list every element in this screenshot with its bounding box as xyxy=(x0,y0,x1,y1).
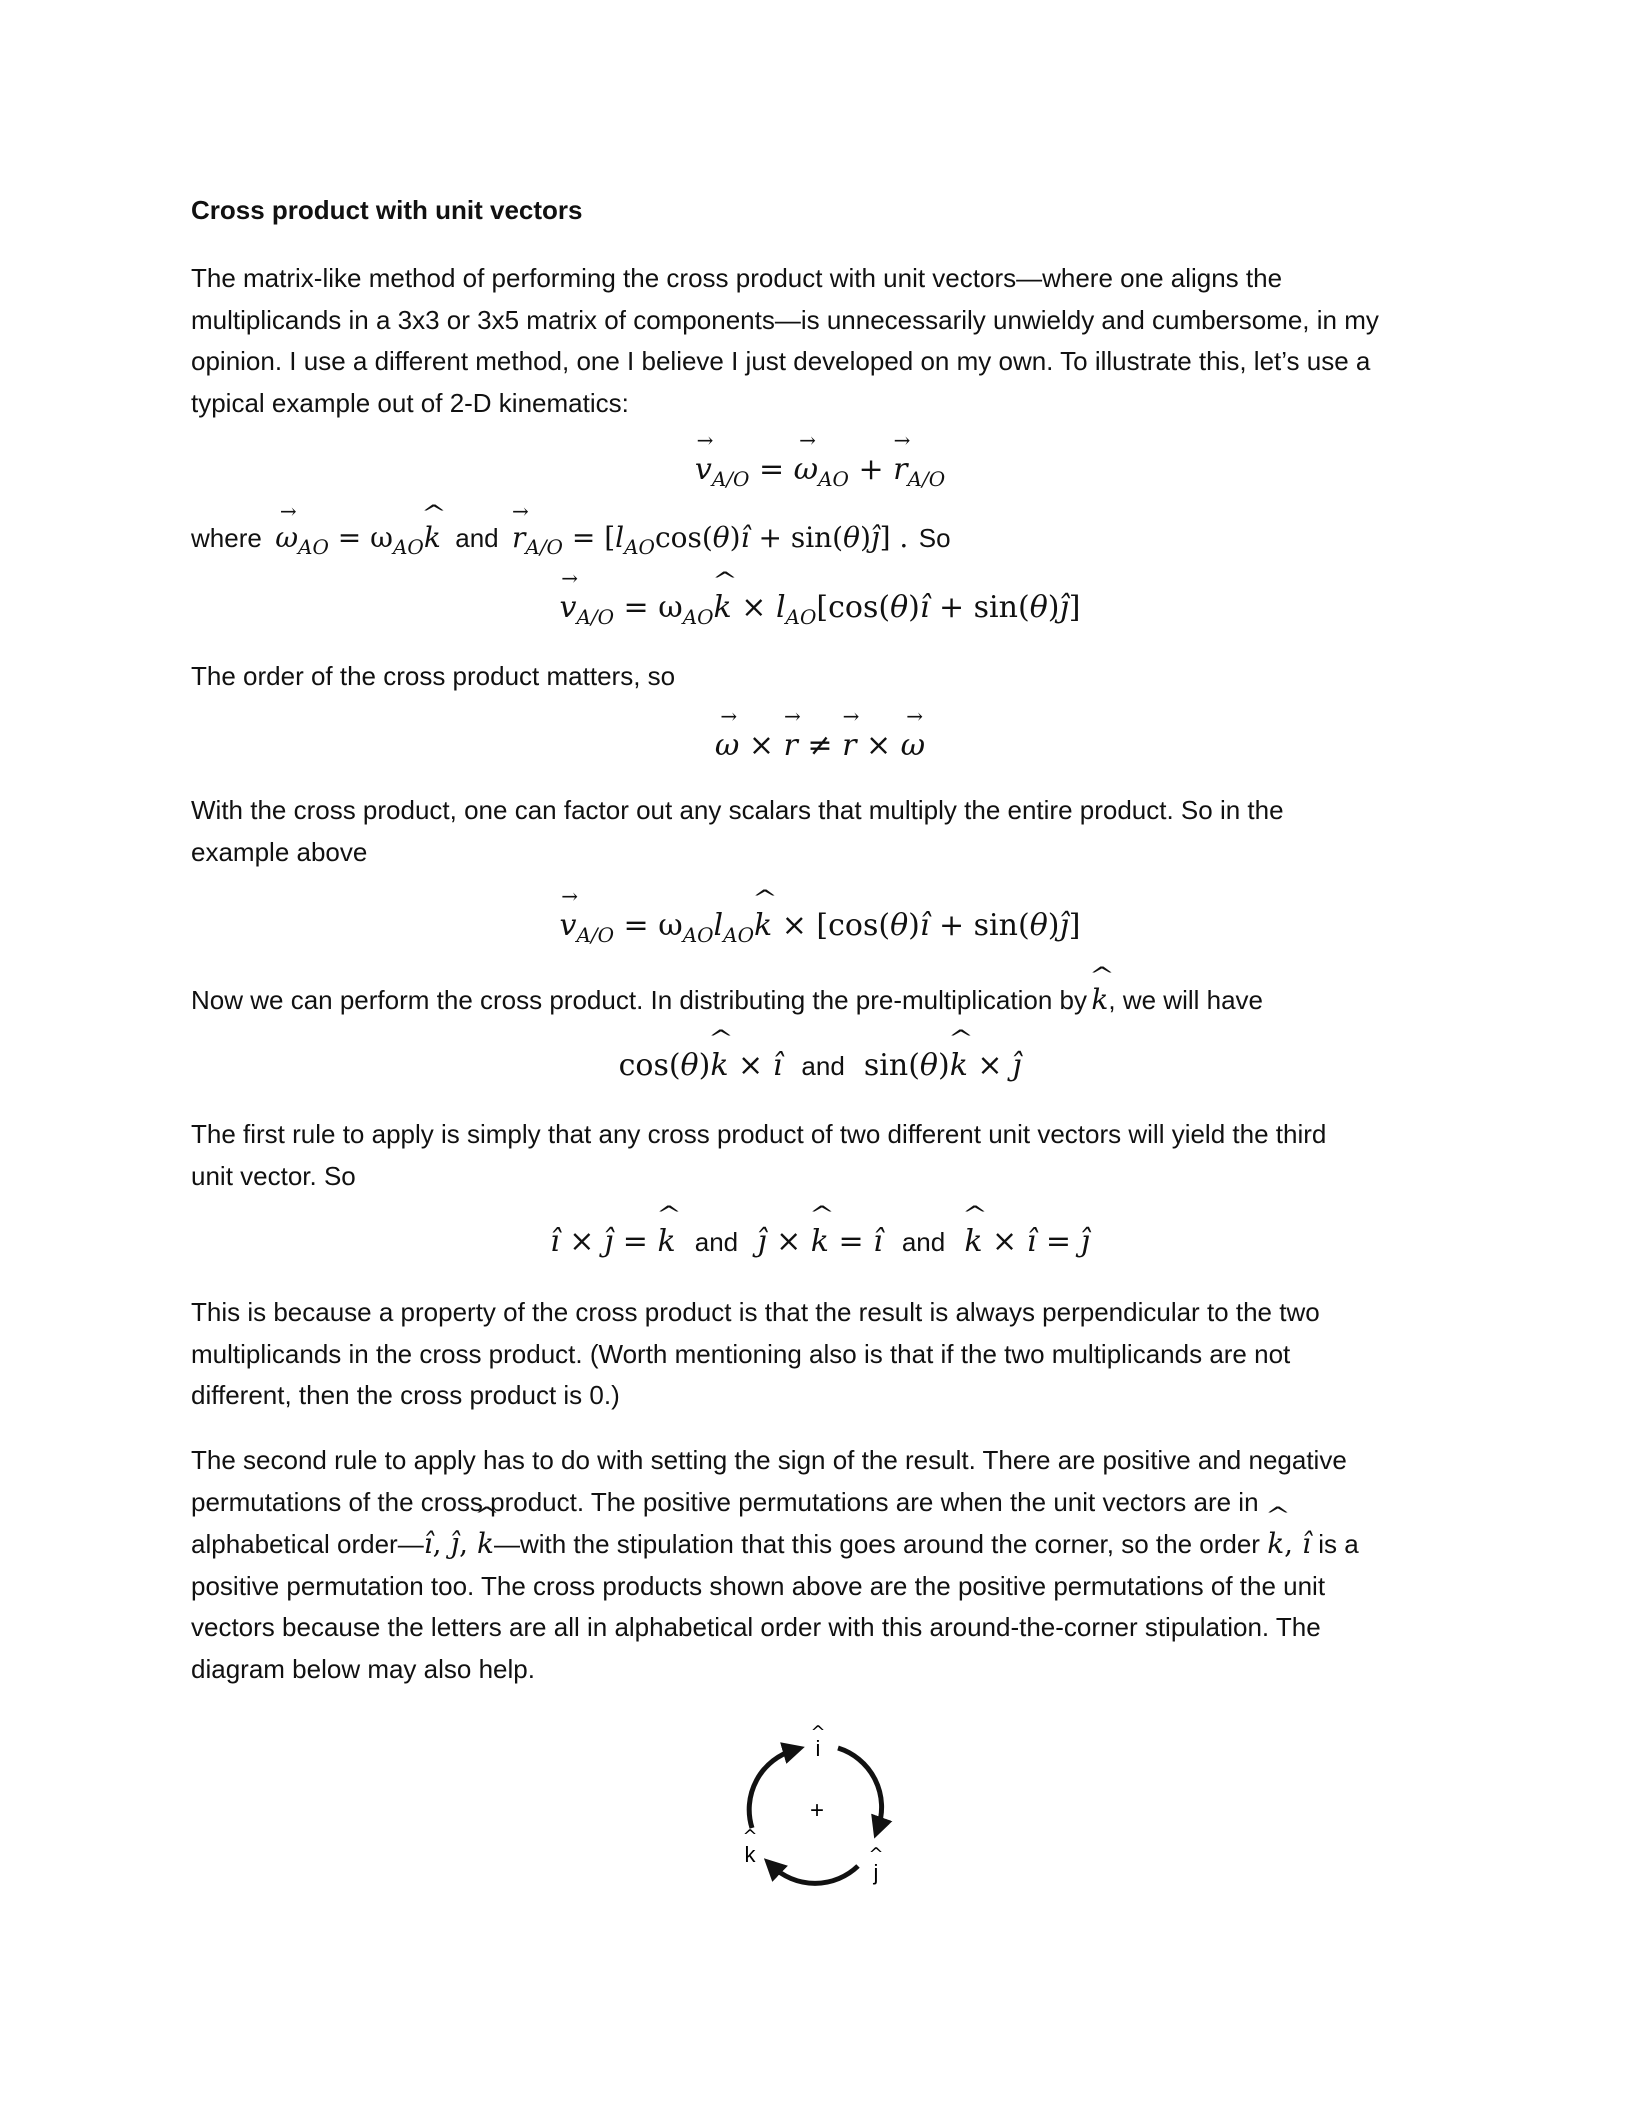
text-line: The matrix-like method of performing the cross product with unit vectors—where one aligns the xyxy=(191,263,1283,293)
text-line: different, then the cross product is 0.) xyxy=(191,1380,620,1410)
and-word: and xyxy=(901,1227,946,1257)
hat-i-icon: ^ xyxy=(810,1722,826,1743)
cyclic-permutation-diagram xyxy=(730,1720,910,1900)
paragraph-distribute: Now we can perform the cross product. In distributing the pre-multiplication by ^ k, we will have xyxy=(191,980,1451,1022)
text-line: opinion. I use a different method, one I believe I just developed on my own. To illustrate this, let’s use a xyxy=(191,346,1371,376)
where-line: where → $\omega_{AO}$ = $\omega_{AO}\^{}$ k and → $r_{A/O}$ = [$l_{AO}\cos(\theta)î$ + sin(θ)ĵ] . So xyxy=(191,518,1451,560)
text-line: multiplicands in the cross product. (Worth mentioning also is that if the two multiplicands are not xyxy=(191,1338,1291,1369)
arc-arrow-j-to-k xyxy=(772,1866,858,1883)
text-line: permutations of the cross product. The positive permutations are when the unit vectors are in xyxy=(191,1486,1259,1517)
paragraph-second-rule: The second rule to apply has to do with setting the sign of the result. There are positive and negative permutations of the cross product. The positive permutations are when the unit vectors are in alphabetical order—î, ĵ, ^ k—with the stipulation that this goes around the corner, so the order ^ k, î is a positive permutation too. The cross products shown above are the positive permutations of the unit vectors because the letters are all in alphabetical order with this around-the-corner stipulation. The diagram below may also help. xyxy=(191,1440,1451,1690)
text-line: typical example out of 2-D kinematics: xyxy=(191,387,629,418)
text-line: vectors because the letters are all in alphabetical order with this around-the-corner stipulation. The xyxy=(191,1612,1321,1642)
equation-unit-cross-products: î × ĵ = ^ k and ĵ × ^ k = î and ^ k × î = ĵ xyxy=(0,1222,1640,1262)
text-line: With the cross product, one can factor out any scalars that multiply the entire product. So in the xyxy=(191,795,1284,825)
paragraph-first-rule xyxy=(191,1114,1451,1197)
and-word: and xyxy=(694,1227,739,1257)
hat-k-icon: ^ xyxy=(742,1826,758,1847)
hat-j-icon: ^ xyxy=(868,1844,884,1865)
paragraph-perpendicular xyxy=(191,1292,1451,1417)
and-word: and xyxy=(801,1051,845,1081)
text-line: unit vector. So xyxy=(191,1160,356,1191)
text-line: Now we can perform the cross product. In distributing the pre-multiplication by xyxy=(191,985,1087,1015)
text-line: This is because a property of the cross product is that the result is always perpendicular to the two xyxy=(191,1297,1320,1327)
paragraph-intro xyxy=(191,258,1451,424)
text-line: example above xyxy=(191,836,368,867)
text-line: The first rule to apply is simply that any cross product of two different unit vectors will yield the third xyxy=(191,1119,1327,1149)
text-line: multiplicands in a 3x3 or 3x5 matrix of components—is unnecessarily unwieldy and cumbersome, in my xyxy=(191,304,1379,335)
equation-velocity-sum: → $v_{A/O}$ = → $\omega_{AO}$ + → $r_{A/O}$ xyxy=(0,450,1640,499)
text-line: The order of the cross product matters, so xyxy=(191,661,676,691)
label-j: j xyxy=(873,1860,879,1885)
paragraph-order xyxy=(191,656,1451,698)
paragraph-factor xyxy=(191,790,1451,873)
label-k: k xyxy=(744,1842,756,1867)
center-plus-sign: + xyxy=(809,1797,825,1824)
text-line: —with the stipulation that this goes around the corner, so the order xyxy=(493,1529,1260,1559)
equation-factored: → $v_{A/O}$ = $\omega_{AO}l_{AO}\^{}$ k × [cos(θ)î + sin(θ)ĵ] xyxy=(0,906,1640,955)
text-line: positive permutation too. The cross products shown above are the positive permutations of the unit xyxy=(191,1570,1326,1601)
arc-arrow-i-to-j xyxy=(838,1748,882,1828)
text-line: diagram below may also help. xyxy=(191,1653,535,1684)
section-heading: Cross product with unit vectors xyxy=(191,195,583,225)
equation-velocity-cross: → $v_{A/O}$ = $\omega_{AO}\^{}$ $k \times l_{AO}[\cos(\theta)î$ + sin(θ)ĵ] xyxy=(0,588,1640,637)
so-word: So xyxy=(918,523,951,553)
arc-arrow-k-to-i xyxy=(749,1750,794,1828)
equation-noncommutative: → ω × → r ≠ → r × → ω xyxy=(0,726,1640,766)
text-line: , we will have xyxy=(1108,985,1264,1015)
where-word: where xyxy=(191,523,262,553)
label-i: i xyxy=(815,1736,821,1761)
and-word: and xyxy=(455,523,499,553)
equation-distributed-terms: cos(θ)^ k × î and sin(θ)^ k × ĵ xyxy=(0,1046,1640,1086)
text-line: The second rule to apply has to do with setting the sign of the result. There are positive and negative xyxy=(191,1445,1347,1475)
text-line: alphabetical order— xyxy=(191,1529,424,1559)
text-line: is a xyxy=(1318,1529,1359,1559)
